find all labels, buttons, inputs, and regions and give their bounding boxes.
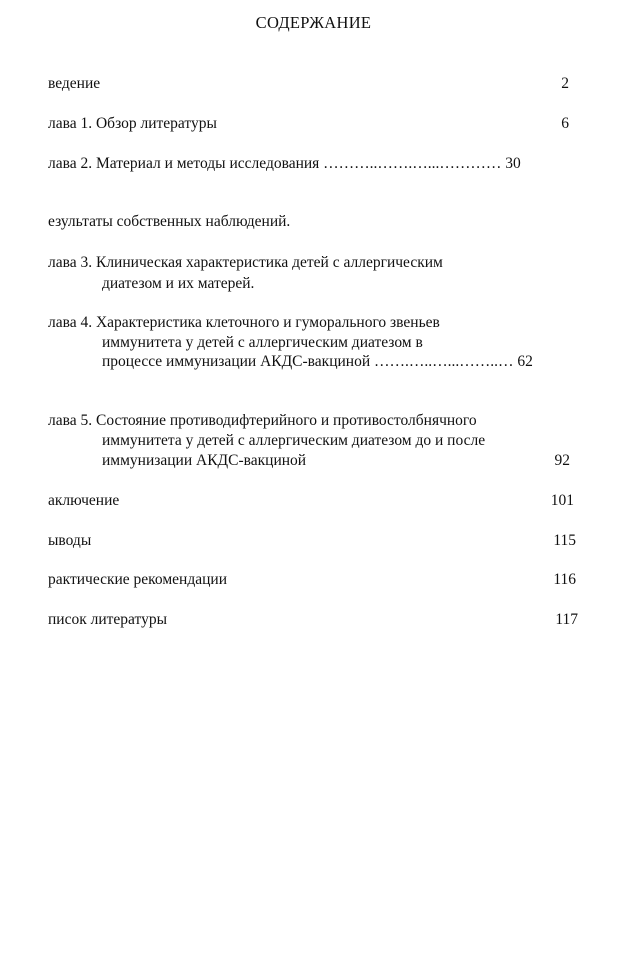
- toc-page-references: 117: [555, 611, 578, 628]
- toc-page-chapter-2: 30: [505, 155, 521, 172]
- toc-entry-chapter-4-line-3-text: процессе иммунизации АКДС-вакциной: [102, 353, 371, 370]
- toc-page-chapter-1: 6: [561, 115, 569, 132]
- toc-entry-chapter-5-line-1: лава 5. Состояние противодифтерийного и противостолбнячного: [48, 412, 477, 429]
- toc-entry-chapter-4-line-2: иммунитета у детей с аллергическим диатезом в: [102, 334, 423, 351]
- toc-entry-chapter-4-line-1: лава 4. Характеристика клеточного и гуморального звеньев: [48, 314, 440, 331]
- toc-entry-chapter-3-line-2: диатезом и их матерей.: [102, 275, 255, 292]
- toc-entry-chapter-5-line-2: иммунитета у детей с аллергическим диатезом до и после: [102, 432, 486, 449]
- toc-entry-chapter-1: лава 1. Обзор литературы: [48, 115, 217, 132]
- toc-leader-dots: …….…..…...……..…: [374, 353, 514, 370]
- toc-page-conclusion: 101: [550, 492, 574, 509]
- toc-page-chapter-5: 92: [554, 452, 570, 469]
- toc-section-results: езультаты собственных наблюдений.: [48, 213, 291, 230]
- toc-entry-intro: ведение: [48, 75, 101, 92]
- toc-entry-conclusion: аключение: [48, 492, 120, 509]
- toc-leader-dots: ………..…….…...…………: [323, 155, 502, 172]
- toc-entry-chapter-4-line-3: [102, 352, 533, 372]
- page-title: СОДЕРЖАНИЕ: [255, 13, 372, 32]
- toc-entry-chapter-2-label: лава 2. Материал и методы исследования: [48, 155, 320, 172]
- toc-entry-recommendations: рактические рекомендации: [48, 571, 228, 588]
- toc-entry-findings: ыводы: [48, 532, 92, 549]
- toc-page-chapter-4: 62: [517, 353, 533, 370]
- toc-page-findings: 115: [553, 532, 576, 549]
- toc-entry-chapter-2: [48, 154, 521, 174]
- toc-entry-chapter-3-line-1: лава 3. Клиническая характеристика детей с аллергическим: [48, 254, 443, 271]
- toc-page-intro: 2: [561, 75, 569, 92]
- toc-page-recommendations: 116: [553, 571, 576, 588]
- toc-entry-chapter-5-line-3: иммунизации АКДС-вакциной: [102, 452, 307, 469]
- toc-entry-references: писок литературы: [48, 611, 168, 628]
